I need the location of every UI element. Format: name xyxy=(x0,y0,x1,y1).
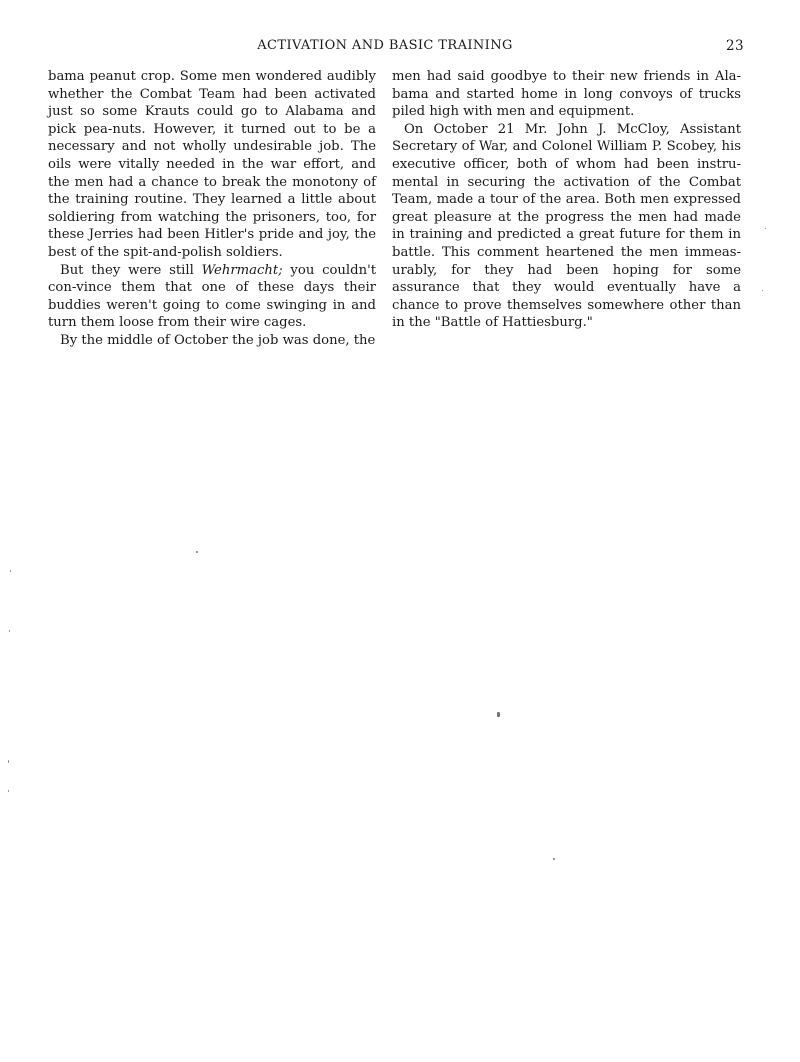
paragraph: bama peanut crop. Some men wondered audibly whether the Combat Team had been activated just so some Krauts could go to Alabama and pick pea-nuts. However, it turned out to be a necessary and not wholly undesirable job. The oils were vitally needed in the war effort, and the men had a chance to break the monotony of the training routine. They learned a little about soldiering from watching the prisoners, too, for these Jerries had been Hitler's pride and joy, the best of the spit-and-polish soldiers. xyxy=(48,69,376,260)
paragraph: By the middle of October the job was done, the xyxy=(60,332,376,348)
italic-term: Wehrmacht; xyxy=(201,262,283,278)
running-header xyxy=(0,38,800,56)
right-column xyxy=(392,68,741,332)
left-column xyxy=(48,68,376,350)
scan-speck xyxy=(765,228,766,229)
text-run: you couldn't con-vince them that one of these days their buddies weren't going to come swinging in and turn them loose from their wire cages. xyxy=(48,262,376,331)
scan-speck xyxy=(8,760,9,763)
scan-speck xyxy=(10,570,11,572)
scan-speck xyxy=(8,790,9,792)
paragraph: men had said goodbye to their new friends in Ala-bama and started home in long convoys of trucks piled high with men and equipment. xyxy=(392,69,741,120)
scan-speck xyxy=(553,858,555,860)
paragraph: On October 21 Mr. John J. McCloy, Assistant Secretary of War, and Colonel William P. Scobey, his executive officer, both of whom had been instru-mental in securing the activation of the Combat Team, made a tour of the area. Both men expressed great pleasure at the progress the men had made in training and predicted a great future for them in battle. This comment heartened the men immeas-urably, for they had been hoping for some assurance that they would eventually have a chance to prove themselves somewhere other than in the "Battle of Hattiesburg." xyxy=(392,121,741,331)
text-run: But they were still xyxy=(60,262,202,278)
scan-speck xyxy=(497,712,500,717)
page-number: 23 xyxy=(726,38,744,54)
scan-speck xyxy=(196,551,198,553)
paragraph xyxy=(48,262,376,332)
scan-speck xyxy=(9,630,10,632)
scan-speck xyxy=(762,290,763,291)
running-title: ACTIVATION AND BASIC TRAINING xyxy=(257,38,513,53)
